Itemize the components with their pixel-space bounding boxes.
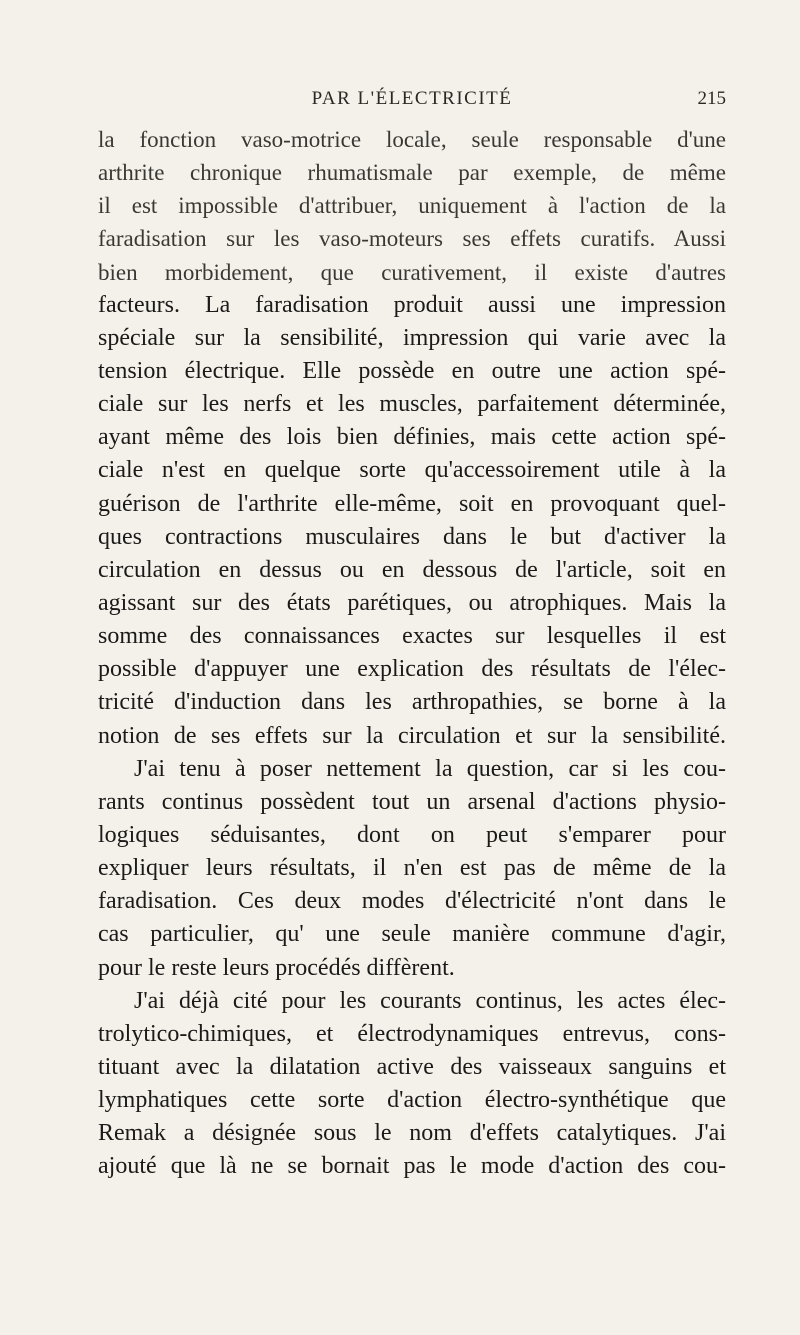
text-line: trolytico-chimiques, et électrodynamiques entrevus, cons- bbox=[98, 1020, 726, 1047]
text-line: ajouté que là ne se bornait pas le mode d'action des cou- bbox=[98, 1153, 726, 1180]
text-line: lymphatiques cette sorte d'action électro-synthétique que bbox=[98, 1087, 726, 1114]
text-line: pour le reste leurs procédés diffèrent. bbox=[98, 954, 455, 981]
text-line: J'ai déjà cité pour les courants continus, les actes élec- bbox=[134, 987, 726, 1014]
text-line: tricité d'induction dans les arthropathies, se borne à la bbox=[98, 689, 726, 716]
text-line: Remak a désignée sous le nom d'effets catalytiques. J'ai bbox=[98, 1120, 726, 1147]
text-line: notion de ses effets sur la circulation et sur la sensibilité. bbox=[98, 722, 726, 749]
text-line: spéciale sur la sensibilité, impression qui varie avec la bbox=[98, 324, 726, 351]
text-line: possible d'appuyer une explication des résultats de l'élec- bbox=[98, 656, 726, 683]
text-line: guérison de l'arthrite elle-même, soit en provoquant quel- bbox=[98, 490, 726, 517]
body-text bbox=[98, 123, 726, 1184]
text-line: circulation en dessus ou en dessous de l'article, soit en bbox=[98, 556, 726, 583]
running-title: PAR L'ÉLECTRICITÉ bbox=[311, 88, 513, 109]
text-line: tension électrique. Elle possède en outre une action spé- bbox=[98, 357, 726, 384]
text-line: bien morbidement, que curativement, il existe d'autres bbox=[98, 259, 726, 285]
text-line: ques contractions musculaires dans le but d'activer la bbox=[98, 523, 726, 550]
running-head bbox=[98, 88, 726, 118]
page-number: 215 bbox=[697, 88, 726, 109]
text-line: tituant avec la dilatation active des vaisseaux sanguins et bbox=[98, 1053, 726, 1080]
text-line: logiques séduisantes, dont on peut s'emparer pour bbox=[98, 821, 726, 848]
text-line: agissant sur des états parétiques, ou atrophiques. Mais la bbox=[98, 589, 726, 616]
text-line: rants continus possèdent tout un arsenal d'actions physio- bbox=[98, 788, 726, 815]
text-line: ciale sur les nerfs et les muscles, parfaitement déterminée, bbox=[98, 391, 726, 418]
text-line: faradisation sur les vaso-moteurs ses effets curatifs. Aussi bbox=[98, 226, 726, 252]
text-line: ciale n'est en quelque sorte qu'accessoirement utile à la bbox=[98, 457, 726, 484]
text-line: ayant même des lois bien définies, mais cette action spé- bbox=[98, 424, 726, 451]
text-line: facteurs. La faradisation produit aussi une impression bbox=[98, 291, 726, 318]
text-line: expliquer leurs résultats, il n'en est pas de même de la bbox=[98, 855, 726, 882]
text-line: arthrite chronique rhumatismale par exemple, de même bbox=[98, 160, 726, 186]
text-line: cas particulier, qu' une seule manière commune d'agir, bbox=[98, 921, 726, 948]
text-line: J'ai tenu à poser nettement la question, car si les cou- bbox=[134, 755, 726, 782]
text-line: faradisation. Ces deux modes d'électricité n'ont dans le bbox=[98, 888, 726, 915]
text-line: il est impossible d'attribuer, uniquement à l'action de la bbox=[98, 193, 726, 219]
text-line: la fonction vaso-motrice locale, seule responsable d'une bbox=[98, 127, 726, 152]
text-line: somme des connaissances exactes sur lesquelles il est bbox=[98, 623, 726, 650]
